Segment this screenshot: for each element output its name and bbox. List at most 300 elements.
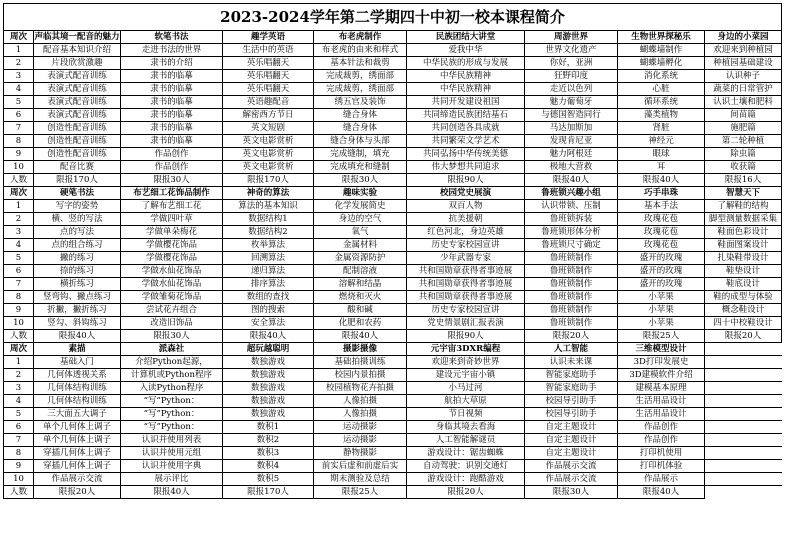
table-cell: 鲁班锁拆装 (525, 213, 618, 226)
table-cell: 学做樱花饰品 (121, 239, 223, 252)
table-cell: 学做雏菊花饰品 (121, 291, 223, 304)
table-cell: 学做四叶草 (121, 213, 223, 226)
table-cell: 限报20人 (407, 486, 525, 499)
table-cell: 爱我中华 (407, 44, 525, 57)
table-cell: 魅力葡萄牙 (525, 96, 618, 109)
table-cell: 作品展示交流 (525, 460, 618, 473)
table-row (4, 473, 782, 486)
table-cell: 鲁班锁制作 (525, 278, 618, 291)
table-cell: 循环系统 (618, 96, 705, 109)
table-cell: 认识土壤和肥料 (705, 96, 782, 109)
table-row (4, 96, 782, 109)
table-cell: 隶书的临摹 (121, 70, 223, 83)
table-cell: 共和国勋章获得者事迹展 (407, 291, 525, 304)
week-cell: 5 (4, 96, 34, 109)
table-cell: 校园导引助手 (525, 408, 618, 421)
table-cell: “写”Python： (121, 395, 223, 408)
empty-cell (705, 447, 782, 460)
course-name-cell: 硬笔书法 (34, 187, 121, 200)
table-cell: 完成裁剪，绣面部 (314, 83, 407, 96)
table-cell: 共同创造各具成就 (407, 122, 525, 135)
table-cell: 历史专家校园宣讲 (407, 304, 525, 317)
table-cell: 发现肯尼亚 (525, 135, 618, 148)
table-cell: 数组的查找 (223, 291, 314, 304)
table-cell: 狂野印度 (525, 70, 618, 83)
table-cell: 限报25人 (618, 330, 705, 343)
table-cell: 肾脏 (618, 122, 705, 135)
table-row (4, 83, 782, 96)
table-cell: 校园内景拍摄 (314, 369, 407, 382)
table-cell: 运动摄影 (314, 421, 407, 434)
table-cell: 作品创作 (618, 434, 705, 447)
table-cell: 布老虎的由来和样式 (314, 44, 407, 57)
table-cell: 鞋的成型与体验 (705, 291, 782, 304)
table-cell: 自定主题设计 (525, 434, 618, 447)
table-cell: 单个几何体上调子 (34, 421, 121, 434)
table-row (4, 70, 782, 83)
table-cell: 隶书的临摹 (121, 96, 223, 109)
table-cell: 耳 (618, 161, 705, 174)
table-cell: 隶书的临摹 (121, 122, 223, 135)
week-cell: 5 (4, 408, 34, 421)
table-cell: 小马过河 (407, 382, 525, 395)
table-row (4, 317, 782, 330)
table-cell: 历史专家校园宣讲 (407, 239, 525, 252)
table-cell: 智能家庭助手 (525, 382, 618, 395)
table-cell: 金属资源防护 (314, 252, 407, 265)
table-cell: 盛开的玫瑰 (618, 278, 705, 291)
course-name-cell: 身边的小菜园 (705, 31, 782, 44)
week-cell: 3 (4, 226, 34, 239)
header-row (4, 187, 782, 200)
week-cell: 2 (4, 57, 34, 70)
table-cell: 中华民族精神 (407, 70, 525, 83)
table-cell: 基本针法和裁剪 (314, 57, 407, 70)
table-cell: 基础拍摄训练 (314, 356, 407, 369)
course-sheet (3, 3, 781, 499)
table-cell: 表演式配音训练 (34, 83, 121, 96)
table-cell: 缝合身体 (314, 109, 407, 122)
table-cell: 鲁班锁尺寸确定 (525, 239, 618, 252)
table-cell: 限报20人 (705, 330, 782, 343)
table-cell: 极地大营救 (525, 161, 618, 174)
table-cell: 魅力阿根廷 (525, 148, 618, 161)
table-cell: 几何体结构训练 (34, 395, 121, 408)
table-cell: 点的写法 (34, 226, 121, 239)
table-cell: 数独游戏 (223, 395, 314, 408)
table-row (4, 278, 782, 291)
table-cell: 中华民族的形成与发展 (407, 57, 525, 70)
table-cell: 数独游戏 (223, 382, 314, 395)
table-cell: 期末测验及总结 (314, 473, 407, 486)
table-cell: 表演式配音训练 (34, 109, 121, 122)
table-cell: 限报40人 (525, 174, 618, 187)
empty-cell (705, 434, 782, 447)
table-row (4, 174, 782, 187)
table-cell: 单个几何体上调子 (34, 434, 121, 447)
table-cell: 盛开的玫瑰 (618, 252, 705, 265)
week-cell: 9 (4, 148, 34, 161)
table-cell: 四十中校鞋设计 (705, 317, 782, 330)
table-cell: 三大面五大调子 (34, 408, 121, 421)
table-cell: 限报30人 (121, 174, 223, 187)
table-cell: 建设元宇宙小镇 (407, 369, 525, 382)
week-cell: 6 (4, 421, 34, 434)
table-cell: 校园导引助手 (525, 395, 618, 408)
week-cell: 3 (4, 382, 34, 395)
course-name-cell: 校园党史展演 (407, 187, 525, 200)
table-cell: 航拍大草原 (407, 395, 525, 408)
table-cell: 共和国勋章获得者事迹展 (407, 265, 525, 278)
table-row (4, 226, 782, 239)
table-cell: 限报30人 (121, 330, 223, 343)
table-row (4, 252, 782, 265)
table-cell: 红色河北，身边英雄 (407, 226, 525, 239)
table-cell: 数积2 (223, 434, 314, 447)
table-cell: 作品创作 (618, 421, 705, 434)
table-cell: 限报170人 (34, 174, 121, 187)
table-cell: 盛开的玫瑰 (618, 265, 705, 278)
table-row (4, 408, 782, 421)
table-cell: 酸和碱 (314, 304, 407, 317)
course-name-cell: 趣学英语 (223, 31, 314, 44)
table-cell: 少年武器专家 (407, 252, 525, 265)
table-cell: 英文短剧 (223, 122, 314, 135)
empty-cell (705, 486, 782, 499)
table-row (4, 421, 782, 434)
empty-cell (705, 473, 782, 486)
course-name-cell: 智慧天下 (705, 187, 782, 200)
table-cell: 安全算法 (223, 317, 314, 330)
table-row (4, 434, 782, 447)
table-cell: 数积5 (223, 473, 314, 486)
table-cell: 完成填充和缝制 (314, 161, 407, 174)
table-cell: 限报40人 (121, 486, 223, 499)
table-cell: 马达加斯加 (525, 122, 618, 135)
course-name-cell: 生物世界探秘乐 (618, 31, 705, 44)
table-cell: 数独游戏 (223, 369, 314, 382)
table-cell: “写”Python： (121, 408, 223, 421)
table-cell: 创造性配音训练 (34, 148, 121, 161)
table-cell: 除虫篇 (705, 148, 782, 161)
week-cell: 4 (4, 239, 34, 252)
table-cell: 智能家庭助手 (525, 369, 618, 382)
table-cell: 隶书的临摹 (121, 83, 223, 96)
week-cell: 3 (4, 70, 34, 83)
table-cell: 点的组合练习 (34, 239, 121, 252)
table-cell: 蝴蝶墙制作 (618, 44, 705, 57)
table-cell: 限报40人 (618, 174, 705, 187)
table-cell: 英乐唱翻天 (223, 57, 314, 70)
table-cell: 世界文化遗产 (525, 44, 618, 57)
table-cell: 鲁班锁形体分析 (525, 226, 618, 239)
table-cell: 生活用品设计 (618, 395, 705, 408)
table-cell: 穿插几何体上调子 (34, 460, 121, 473)
table-cell: 认识并使用元组 (121, 447, 223, 460)
week-cell: 1 (4, 356, 34, 369)
course-name-cell: 声临其境一配音的魅力 (34, 32, 120, 42)
table-cell: 中华民族精神 (407, 83, 525, 96)
table-cell: 化肥和农药 (314, 317, 407, 330)
table-cell: 隶书的临摹 (121, 135, 223, 148)
table-cell: 3D打印发展史 (618, 356, 705, 369)
table-cell: 脚型测量数据采集 (705, 213, 782, 226)
table-row (4, 447, 782, 460)
course-name-cell: 布艺细工花饰品制作 (121, 187, 223, 200)
table-cell: 你好，亚洲 (525, 57, 618, 70)
table-row (4, 239, 782, 252)
table-cell: 鲁班锁制作 (525, 265, 618, 278)
table-cell: 党史情景剧汇报表演 (407, 317, 525, 330)
table-row (4, 265, 782, 278)
empty-cell (705, 460, 782, 473)
table-cell: 限报30人 (525, 486, 618, 499)
table-row (4, 200, 782, 213)
table-cell: 心脏 (618, 83, 705, 96)
table-cell: 鲁班锁制作 (525, 291, 618, 304)
table-cell: 数独游戏 (223, 356, 314, 369)
empty-cell (705, 356, 782, 369)
table-cell: 完成裁剪，绣面部 (314, 70, 407, 83)
table-cell: 人工智能解谜员 (407, 434, 525, 447)
table-cell: 自动驾驶：识别交通灯 (407, 460, 525, 473)
table-cell: 限报40人 (223, 330, 314, 343)
table-cell: 共和国勋章获得者事迹展 (407, 278, 525, 291)
table-row (4, 486, 782, 499)
table-cell: 作品展示交流 (34, 473, 121, 486)
table-cell: 共同开发建设祖国 (407, 96, 525, 109)
table-cell: 燃烧和灭火 (314, 291, 407, 304)
table-cell: 概念鞋设计 (705, 304, 782, 317)
table-cell: 打印机体验 (618, 460, 705, 473)
week-cell: 2 (4, 213, 34, 226)
table-cell: 人像拍摄 (314, 395, 407, 408)
table-cell: 鞋垫设计 (705, 265, 782, 278)
table-cell: 缝合身体与头部 (314, 135, 407, 148)
week-cell: 5 (4, 252, 34, 265)
table-cell: 鞋面图案设计 (705, 239, 782, 252)
table-row (4, 382, 782, 395)
week-cell: 8 (4, 447, 34, 460)
table-cell: 展示评比 (121, 473, 223, 486)
table-cell: 认识未来课 (525, 356, 618, 369)
week-cell: 人数 (4, 330, 34, 343)
table-cell: 藻类植物 (618, 109, 705, 122)
table-row (4, 291, 782, 304)
table-cell: 限报90人 (407, 330, 525, 343)
table-cell: 作品创作 (121, 161, 223, 174)
table-cell: 介绍Python起源， (121, 356, 223, 369)
table-row (4, 330, 782, 343)
week-cell: 1 (4, 44, 34, 57)
table-cell: 前实后虚和前虚后实 (314, 460, 407, 473)
table-cell: 横、竖的写法 (34, 213, 121, 226)
table-cell: 数独游戏 (223, 408, 314, 421)
table-cell: 折撇，撇折练习 (34, 304, 121, 317)
course-name-cell: 神奇的算法 (223, 187, 314, 200)
table-cell: 限报40人 (34, 330, 121, 343)
table-cell: 作品创作 (121, 148, 223, 161)
table-cell: 认识并使用字典 (121, 460, 223, 473)
empty-cell (705, 408, 782, 421)
table-cell: “写”Python： (121, 421, 223, 434)
table-cell: 生活用品设计 (618, 408, 705, 421)
empty-cell (705, 421, 782, 434)
course-name-cell: 摄影摄像 (314, 343, 407, 356)
table-cell: 穿插几何体上调子 (34, 447, 121, 460)
course-table (3, 3, 782, 499)
table-cell: 撇的练习 (34, 252, 121, 265)
table-cell: 抗美援朝 (407, 213, 525, 226)
week-cell: 2 (4, 369, 34, 382)
table-cell: 配音基本知识介绍 (34, 44, 121, 57)
table-cell: 计算机或Python程序 (121, 369, 223, 382)
table-cell: 收获篇 (705, 161, 782, 174)
table-cell: 横折练习 (34, 278, 121, 291)
table-row (4, 44, 782, 57)
table-cell: 几何体结构训练 (34, 382, 121, 395)
table-cell: 自定主题设计 (525, 421, 618, 434)
table-cell: 了解鞋的结构 (705, 200, 782, 213)
week-header-cell: 周次 (4, 31, 34, 44)
table-cell: 打印机使用 (618, 447, 705, 460)
table-cell: 身边的空气 (314, 213, 407, 226)
table-row (4, 148, 782, 161)
table-cell: 身临其境去看海 (407, 421, 525, 434)
week-cell: 7 (4, 434, 34, 447)
table-cell: 限报16人 (705, 174, 782, 187)
table-cell: 捺的练习 (34, 265, 121, 278)
table-cell: 种植园基础建设 (705, 57, 782, 70)
table-cell: 英文电影赏析 (223, 161, 314, 174)
table-cell: 学做单朵梅花 (121, 226, 223, 239)
table-cell: 与德国智造同行 (525, 109, 618, 122)
table-cell: 竖勾、斜钩练习 (34, 317, 121, 330)
week-cell: 人数 (4, 174, 34, 187)
table-cell: 数积3 (223, 447, 314, 460)
table-cell: 英文电影赏析 (223, 135, 314, 148)
table-cell: 竖弯钩、撇点练习 (34, 291, 121, 304)
week-cell: 8 (4, 291, 34, 304)
table-cell: 鲁班锁制作 (525, 304, 618, 317)
week-cell: 7 (4, 278, 34, 291)
table-row (4, 356, 782, 369)
table-row (4, 304, 782, 317)
table-cell: 表演式配音训练 (34, 96, 121, 109)
table-cell: 算法的基本知识 (223, 200, 314, 213)
table-cell: 玫瑰花苞 (618, 213, 705, 226)
table-cell: 绣五官及装饰 (314, 96, 407, 109)
empty-cell (705, 343, 782, 356)
table-cell: 几何体透视关系 (34, 369, 121, 382)
table-cell: 枚举算法 (223, 239, 314, 252)
table-row (4, 395, 782, 408)
table-cell: 英文电影赏析 (223, 148, 314, 161)
table-cell: 限报170人 (223, 486, 314, 499)
table-row (4, 135, 782, 148)
table-cell: 生活中的英语 (223, 44, 314, 57)
table-cell: 缝合身体 (314, 122, 407, 135)
table-cell: 作品展示 (618, 473, 705, 486)
table-cell: 鞋面色彩设计 (705, 226, 782, 239)
week-cell: 1 (4, 200, 34, 213)
table-cell: 数据结构2 (223, 226, 314, 239)
table-cell: 了解布艺细工花 (121, 200, 223, 213)
course-name-cell: 素描 (34, 343, 121, 356)
table-row (4, 109, 782, 122)
week-cell: 9 (4, 460, 34, 473)
table-cell: 间苗篇 (705, 109, 782, 122)
table-cell: 回溯算法 (223, 252, 314, 265)
course-name-cell: 软笔书法 (121, 31, 223, 44)
table-cell: 神经元 (618, 135, 705, 148)
table-cell: 鲁班锁制作 (525, 317, 618, 330)
table-cell: 限报40人 (618, 486, 705, 499)
table-cell: 递归算法 (223, 265, 314, 278)
table-cell: 自定主题设计 (525, 447, 618, 460)
table-cell: 隶书的临摹 (121, 109, 223, 122)
empty-cell (705, 369, 782, 382)
week-header-cell: 周次 (4, 343, 34, 356)
table-cell: 片段欣赏激趣 (34, 57, 121, 70)
table-cell: 游戏设计：锯齿蜘蛛 (407, 447, 525, 460)
page-title: 2023-2024学年第二学期四十中初一校本课程简介 (4, 4, 782, 31)
table-cell: 认识并使用列表 (121, 434, 223, 447)
table-cell: 尝试花卉组合 (121, 304, 223, 317)
table-cell: 学做水仙花饰品 (121, 265, 223, 278)
week-cell: 10 (4, 473, 34, 486)
table-cell: 限报25人 (314, 486, 407, 499)
table-cell: 入读Python程序 (121, 382, 223, 395)
table-row (4, 57, 782, 70)
table-cell: 消化系统 (618, 70, 705, 83)
week-cell: 10 (4, 317, 34, 330)
table-cell: 英乐唱翻天 (223, 70, 314, 83)
table-row (4, 161, 782, 174)
table-cell: 限报170人 (223, 174, 314, 187)
table-cell: 限报20人 (34, 486, 121, 499)
table-cell: 排序算法 (223, 278, 314, 291)
table-cell: 限报90人 (407, 174, 525, 187)
table-cell: 小苹果 (618, 291, 705, 304)
table-row (4, 369, 782, 382)
table-cell: 小苹果 (618, 317, 705, 330)
table-cell: 双百人物 (407, 200, 525, 213)
table-cell: 学做水仙花饰品 (121, 278, 223, 291)
table-cell: 3D建模软件介绍 (618, 369, 705, 382)
table-cell: 静物摄影 (314, 447, 407, 460)
table-cell: 改造旧饰品 (121, 317, 223, 330)
table-cell: 基本手法 (618, 200, 705, 213)
course-name-cell: 派森社 (121, 343, 223, 356)
table-cell: 蝴蝶墙孵化 (618, 57, 705, 70)
table-cell: 扎染鞋带设计 (705, 252, 782, 265)
course-name-cell: 元宇宙3DXR编程 (407, 343, 525, 356)
table-cell: 金属材料 (314, 239, 407, 252)
table-cell: 限报40人 (314, 330, 407, 343)
course-name-cell: 三维模型设计 (618, 343, 705, 356)
table-cell: 配音比赛 (34, 161, 121, 174)
table-cell: 表演式配音训练 (34, 70, 121, 83)
empty-cell (705, 395, 782, 408)
table-cell: 蔬菜的日常管护 (705, 83, 782, 96)
table-cell: 游戏设计：跑酷游戏 (407, 473, 525, 486)
table-cell: 数积4 (223, 460, 314, 473)
table-cell: 眼球 (618, 148, 705, 161)
table-cell: 英乐唱翻天 (223, 83, 314, 96)
table-row (4, 213, 782, 226)
table-cell: 建模基本原理 (618, 382, 705, 395)
